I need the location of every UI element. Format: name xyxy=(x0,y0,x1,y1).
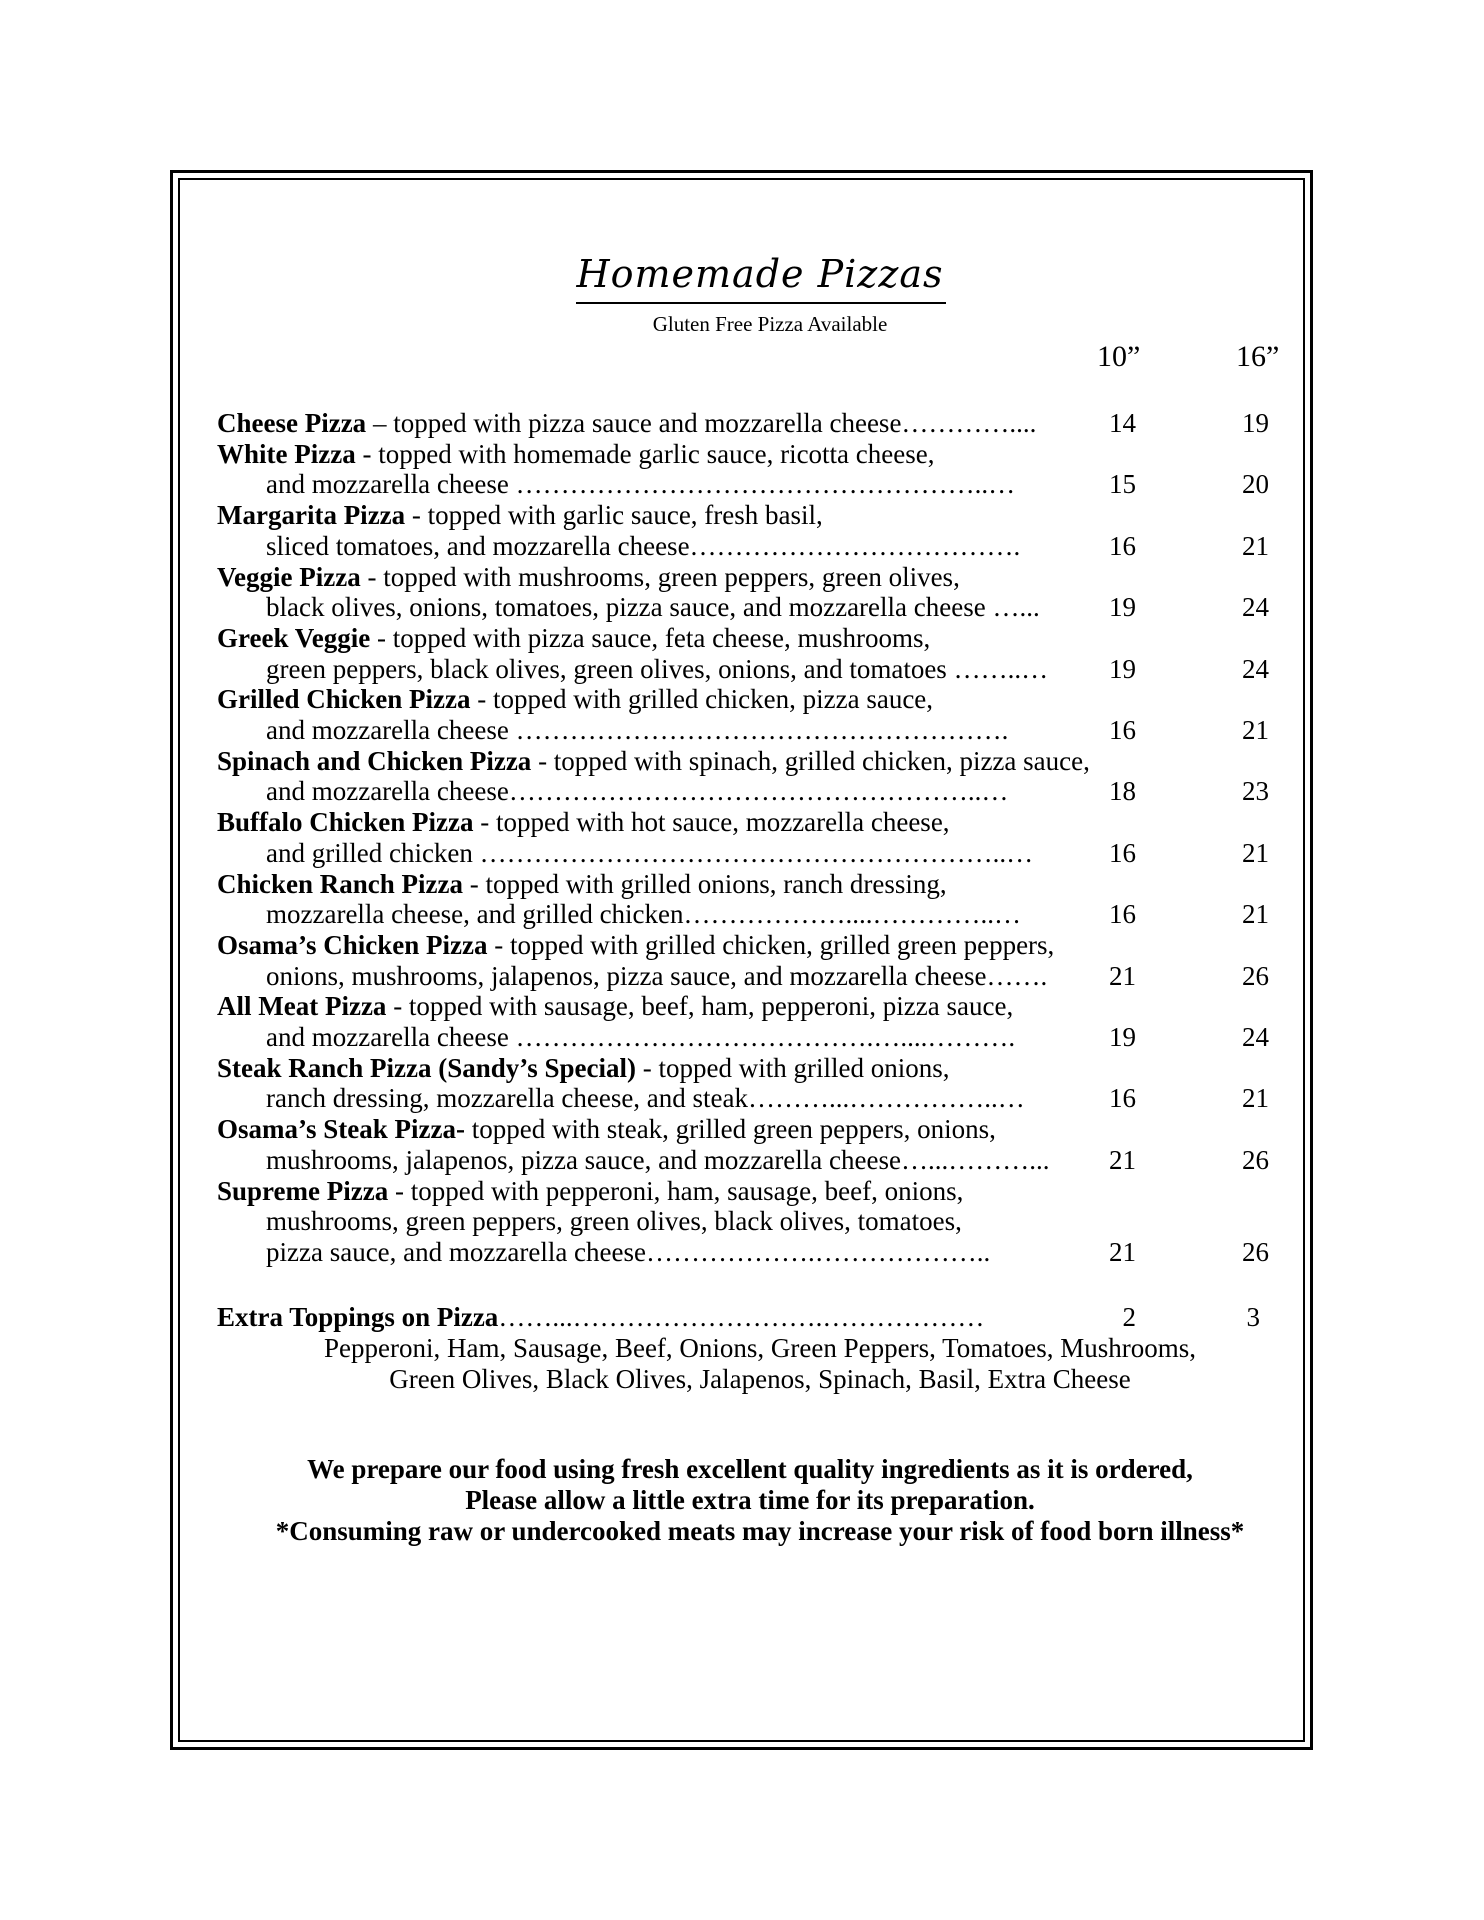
extra-toppings-name: Extra Toppings on Pizza xyxy=(217,1302,499,1332)
health-warning: *Consuming raw or undercooked meats may increase your risk of food born illness* xyxy=(275,1516,1245,1546)
pizza-item-line xyxy=(217,930,1054,961)
pizza-item-line xyxy=(217,439,934,470)
price-10: 15 xyxy=(1109,469,1136,500)
pizza-name: Buffalo Chicken Pizza xyxy=(217,807,474,838)
pizza-item-description: and grilled chicken …………………………………………………..… xyxy=(266,837,1034,868)
price-16: 21 xyxy=(1242,899,1269,930)
price-16: 19 xyxy=(1242,408,1269,438)
pizza-item-line xyxy=(217,807,950,838)
price-10: 16 xyxy=(1109,715,1136,745)
pizza-name: Grilled Chicken Pizza xyxy=(217,684,471,715)
pizza-item-description: ranch dressing, mozzarella cheese, and steak………...……………..… xyxy=(266,1083,1025,1114)
preparation-notice: Please allow a little extra time for its preparation. xyxy=(465,1485,1035,1515)
pizza-item-line xyxy=(217,991,1013,1022)
price-10: 16 xyxy=(1109,530,1136,561)
pizza-item-description: pizza sauce, and mozzarella cheese……………….……………….. xyxy=(266,1236,991,1267)
pizza-item-description: onions, mushrooms, jalapenos, pizza sauce, and mozzarella cheese……. xyxy=(266,960,1048,991)
pizza-name: Spinach and Chicken Pizza xyxy=(217,745,532,776)
price-16: 24 xyxy=(1242,592,1269,623)
pizza-description: - topped with spinach, grilled chicken, pizza sauce, xyxy=(531,745,1090,776)
pizza-item-line xyxy=(217,1114,996,1145)
price-16: 20 xyxy=(1242,469,1269,500)
pizza-item-description: and mozzarella cheese ………………………………………………. xyxy=(266,715,1009,745)
pizza-item-description: sliced tomatoes, and mozzarella cheese………………………………. xyxy=(266,530,1021,561)
pizza-description: topped with steak, grilled green peppers, onions, xyxy=(464,1114,996,1145)
pizza-name: Supreme Pizza xyxy=(217,1175,389,1206)
pizza-description: - topped with grilled onions, xyxy=(636,1052,950,1083)
pizza-item-line xyxy=(217,623,930,654)
price-10: 16 xyxy=(1109,1083,1136,1114)
pizza-name: Greek Veggie xyxy=(217,622,371,653)
price-16: 21 xyxy=(1242,837,1269,868)
pizza-name: Veggie Pizza xyxy=(217,561,361,592)
price-10: 14 xyxy=(1109,408,1136,438)
pizza-item-line xyxy=(217,408,1036,439)
pizza-name: White Pizza xyxy=(217,438,356,469)
pizza-item-description: black olives, onions, tomatoes, pizza sauce, and mozzarella cheese …... xyxy=(266,592,1040,623)
pizza-description: - topped with grilled chicken, grilled green peppers, xyxy=(487,929,1055,960)
pizza-description: – topped with pizza sauce and mozzarella cheese………….... xyxy=(366,408,1037,438)
price-16: 26 xyxy=(1242,960,1269,991)
price-10: 21 xyxy=(1109,960,1136,991)
pizza-description: - topped with garlic sauce, fresh basil, xyxy=(405,500,823,531)
pizza-name: Cheese Pizza xyxy=(217,408,367,438)
pizza-name: Osama’s Steak Pizza- xyxy=(217,1114,465,1145)
price-10: 19 xyxy=(1109,653,1136,684)
pizza-item-description: mozzarella cheese, and grilled chicken………………....…………..… xyxy=(266,899,1022,930)
pizza-description: - topped with grilled onions, ranch dressing, xyxy=(463,868,947,899)
pizza-name: Osama’s Chicken Pizza xyxy=(217,929,488,960)
pizza-description: - topped with mushrooms, green peppers, green olives, xyxy=(360,561,960,592)
title-underline xyxy=(576,302,946,304)
pizza-item-description: mushrooms, jalapenos, pizza sauce, and mozzarella cheese…...………... xyxy=(266,1144,1050,1175)
pizza-description: - topped with homemade garlic sauce, ricotta cheese, xyxy=(355,438,935,469)
pizza-name: Chicken Ranch Pizza xyxy=(217,868,463,899)
gluten-free-note: Gluten Free Pizza Available xyxy=(652,312,888,336)
price-16: 24 xyxy=(1242,653,1269,684)
price-10: 21 xyxy=(1109,1144,1136,1175)
price-10: 18 xyxy=(1109,776,1136,807)
pizza-item-line xyxy=(217,684,933,715)
size-10-heading: 10” xyxy=(1097,340,1141,373)
toppings-list-line2: Green Olives, Black Olives, Jalapenos, Spinach, Basil, Extra Cheese xyxy=(389,1364,1131,1394)
pizza-item-description: and mozzarella cheese ……………………………………………..… xyxy=(266,469,1016,500)
price-10: 16 xyxy=(1109,837,1136,868)
menu-title: Homemade Pizzas xyxy=(576,252,944,296)
pizza-item-line xyxy=(217,746,1090,777)
pizza-item-line xyxy=(217,869,947,900)
pizza-name: Steak Ranch Pizza (Sandy’s Special) xyxy=(217,1052,637,1083)
price-16: 23 xyxy=(1242,776,1269,807)
price-10: 16 xyxy=(1109,899,1136,930)
pizza-name: All Meat Pizza xyxy=(217,991,387,1022)
price-16: 24 xyxy=(1242,1022,1269,1052)
pizza-item-line xyxy=(217,1176,963,1207)
pizza-name: Margarita Pizza xyxy=(217,500,406,531)
pizza-item-line xyxy=(217,1053,949,1084)
extra-toppings-price-10: 2 xyxy=(1122,1302,1136,1332)
extra-toppings-line xyxy=(217,1302,984,1333)
pizza-item-description: and mozzarella cheese……………………………………………..… xyxy=(266,776,1009,807)
price-16: 21 xyxy=(1242,530,1269,561)
toppings-list-line1: Pepperoni, Ham, Sausage, Beef, Onions, Green Peppers, Tomatoes, Mushrooms, xyxy=(324,1333,1196,1363)
pizza-description: - topped with grilled chicken, pizza sauce, xyxy=(470,684,934,715)
pizza-item-description: and mozzarella cheese ………………………………….…....………. xyxy=(266,1022,1016,1052)
price-10: 19 xyxy=(1109,592,1136,623)
extra-toppings-dots: ……...……………………….……………… xyxy=(498,1302,985,1332)
pizza-description: - topped with pepperoni, ham, sausage, beef, onions, xyxy=(388,1175,964,1206)
price-16: 21 xyxy=(1242,715,1269,745)
extra-toppings-price-16: 3 xyxy=(1246,1302,1260,1332)
size-16-heading: 16” xyxy=(1236,340,1280,373)
pizza-item-line xyxy=(217,562,960,593)
pizza-item-description: green peppers, black olives, green olives, onions, and tomatoes ……..… xyxy=(266,653,1049,684)
price-16: 21 xyxy=(1242,1083,1269,1114)
price-10: 19 xyxy=(1109,1022,1136,1052)
price-16: 26 xyxy=(1242,1144,1269,1175)
price-10: 21 xyxy=(1109,1236,1136,1267)
quality-notice: We prepare our food using fresh excellent quality ingredients as it is ordered, xyxy=(307,1454,1193,1484)
pizza-description: - topped with sausage, beef, ham, pepperoni, pizza sauce, xyxy=(386,991,1014,1022)
pizza-item-description: mushrooms, green peppers, green olives, black olives, tomatoes, xyxy=(266,1206,962,1237)
pizza-item-line xyxy=(217,500,823,531)
pizza-description: - topped with hot sauce, mozzarella cheese, xyxy=(473,807,950,838)
pizza-description: - topped with pizza sauce, feta cheese, mushrooms, xyxy=(370,622,931,653)
price-16: 26 xyxy=(1242,1236,1269,1267)
